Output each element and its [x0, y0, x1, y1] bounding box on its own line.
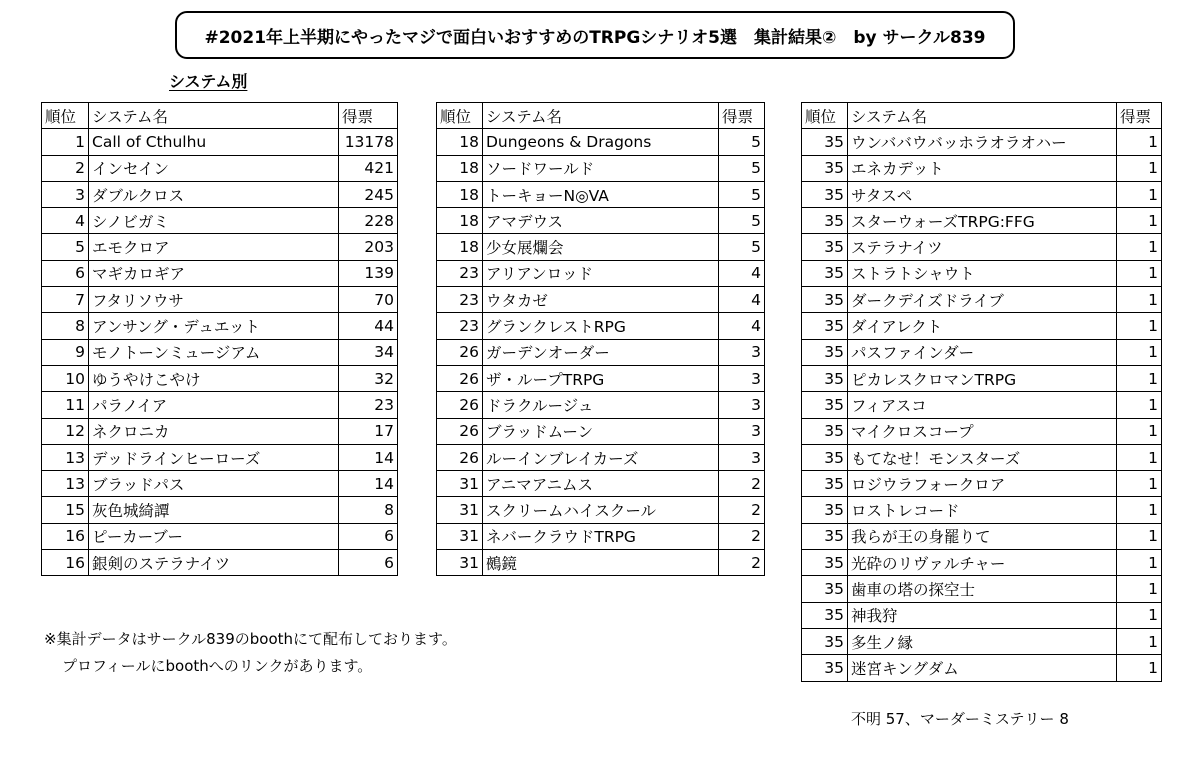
table-row — [42, 497, 398, 523]
system-name-cell: Dungeons & Dragons — [483, 129, 719, 155]
system-name-cell: インセイン — [89, 155, 339, 181]
votes-cell: 3 — [719, 444, 765, 470]
system-name-cell: Call of Cthulhu — [89, 129, 339, 155]
system-name-cell: ピカレスクロマンTRPG — [848, 365, 1117, 391]
votes-cell: 3 — [719, 365, 765, 391]
table-row — [437, 260, 765, 286]
table-row — [802, 655, 1162, 681]
system-name-cell: ロストレコード — [848, 497, 1117, 523]
rank-cell: 8 — [42, 313, 89, 339]
system-name-cell: 銀剣のステラナイツ — [89, 550, 339, 576]
rank-cell: 18 — [437, 129, 483, 155]
rank-cell: 35 — [802, 260, 848, 286]
table-row — [42, 260, 398, 286]
table-row — [802, 471, 1162, 497]
rank-cell: 31 — [437, 523, 483, 549]
system-name-cell: 迷宮キングダム — [848, 655, 1117, 681]
table-row — [437, 287, 765, 313]
votes-cell: 203 — [339, 234, 398, 260]
table-row — [42, 471, 398, 497]
rank-cell: 15 — [42, 497, 89, 523]
table-row — [42, 418, 398, 444]
system-name-cell: ゆうやけこやけ — [89, 365, 339, 391]
votes-cell: 4 — [719, 287, 765, 313]
table-row — [437, 523, 765, 549]
system-name-cell: 灰色城綺譚 — [89, 497, 339, 523]
ranking-table-3 — [801, 102, 1162, 682]
votes-cell: 1 — [1117, 471, 1162, 497]
votes-cell: 245 — [339, 181, 398, 207]
votes-cell: 70 — [339, 287, 398, 313]
table-row — [437, 155, 765, 181]
table-row — [437, 418, 765, 444]
votes-cell: 1 — [1117, 155, 1162, 181]
table-row — [437, 471, 765, 497]
system-name-cell: 鵺鏡 — [483, 550, 719, 576]
table-row — [437, 129, 765, 155]
rank-cell: 35 — [802, 655, 848, 681]
rank-cell: 35 — [802, 550, 848, 576]
votes-cell: 8 — [339, 497, 398, 523]
system-name-cell: ステラナイツ — [848, 234, 1117, 260]
table-row — [42, 287, 398, 313]
votes-cell: 32 — [339, 365, 398, 391]
table-row — [802, 287, 1162, 313]
votes-cell: 1 — [1117, 287, 1162, 313]
rank-cell: 26 — [437, 444, 483, 470]
table-row — [802, 155, 1162, 181]
table-row — [437, 497, 765, 523]
system-name-cell: ダークデイズドライブ — [848, 287, 1117, 313]
table-row — [802, 392, 1162, 418]
votes-cell: 14 — [339, 471, 398, 497]
system-name-cell: モノトーンミュージアム — [89, 339, 339, 365]
rank-cell: 31 — [437, 497, 483, 523]
section-label: システム別 — [169, 72, 248, 91]
rank-cell: 23 — [437, 260, 483, 286]
rank-cell: 31 — [437, 550, 483, 576]
system-name-cell: ザ・ループTRPG — [483, 365, 719, 391]
rank-cell: 35 — [802, 628, 848, 654]
system-name-cell: ストラトシャウト — [848, 260, 1117, 286]
table-row — [437, 444, 765, 470]
system-name-cell: アマデウス — [483, 208, 719, 234]
system-name-cell: 我らが王の身罷りて — [848, 523, 1117, 549]
votes-cell: 3 — [719, 392, 765, 418]
rank-cell: 35 — [802, 497, 848, 523]
votes-cell: 6 — [339, 550, 398, 576]
table-row — [42, 181, 398, 207]
rank-cell: 35 — [802, 208, 848, 234]
table-row — [802, 523, 1162, 549]
votes-cell: 1 — [1117, 365, 1162, 391]
table-row — [42, 234, 398, 260]
system-name-cell: ネバークラウドTRPG — [483, 523, 719, 549]
rank-cell: 5 — [42, 234, 89, 260]
table-row — [42, 392, 398, 418]
table-row — [437, 234, 765, 260]
rank-cell: 35 — [802, 287, 848, 313]
table-row — [802, 181, 1162, 207]
table-row — [802, 365, 1162, 391]
rank-cell: 13 — [42, 444, 89, 470]
system-name-cell: ウンババウバッホラオラオハー — [848, 129, 1117, 155]
header-votes: 得票 — [719, 103, 765, 129]
table-row — [42, 155, 398, 181]
votes-cell: 5 — [719, 129, 765, 155]
rank-cell: 35 — [802, 313, 848, 339]
votes-cell: 1 — [1117, 313, 1162, 339]
votes-cell: 1 — [1117, 576, 1162, 602]
ranking-table-2 — [436, 102, 765, 576]
page-title: #2021年上半期にやったマジで面白いおすすめのTRPGシナリオ5選 集計結果② by サークル839 — [204, 27, 986, 48]
table-row — [42, 550, 398, 576]
rank-cell: 18 — [437, 155, 483, 181]
rank-cell: 10 — [42, 365, 89, 391]
system-name-cell: ウタカゼ — [483, 287, 719, 313]
rank-cell: 35 — [802, 129, 848, 155]
rank-cell: 13 — [42, 471, 89, 497]
system-name-cell: マギカロギア — [89, 260, 339, 286]
table-row — [42, 339, 398, 365]
votes-cell: 1 — [1117, 497, 1162, 523]
votes-cell: 1 — [1117, 234, 1162, 260]
rank-cell: 35 — [802, 392, 848, 418]
rank-cell: 26 — [437, 392, 483, 418]
votes-cell: 1 — [1117, 339, 1162, 365]
table-row — [802, 339, 1162, 365]
system-name-cell: 多生ノ縁 — [848, 628, 1117, 654]
table-row — [802, 260, 1162, 286]
system-name-cell: スターウォーズTRPG:FFG — [848, 208, 1117, 234]
rank-cell: 35 — [802, 523, 848, 549]
system-name-cell: ピーカーブー — [89, 523, 339, 549]
votes-cell: 44 — [339, 313, 398, 339]
table-row — [437, 392, 765, 418]
table-row — [802, 576, 1162, 602]
system-name-cell: フタリソウサ — [89, 287, 339, 313]
rank-cell: 35 — [802, 576, 848, 602]
rank-cell: 16 — [42, 550, 89, 576]
system-name-cell: ソードワールド — [483, 155, 719, 181]
votes-cell: 1 — [1117, 602, 1162, 628]
system-name-cell: アンサング・デュエット — [89, 313, 339, 339]
system-name-cell: スクリームハイスクール — [483, 497, 719, 523]
votes-cell: 5 — [719, 208, 765, 234]
header-system-name: システム名 — [848, 103, 1117, 129]
rank-cell: 11 — [42, 392, 89, 418]
page-title-box — [175, 11, 1015, 59]
votes-cell: 1 — [1117, 129, 1162, 155]
table-row — [437, 550, 765, 576]
header-system-name: システム名 — [483, 103, 719, 129]
rank-cell: 18 — [437, 234, 483, 260]
votes-cell: 421 — [339, 155, 398, 181]
system-name-cell: 神我狩 — [848, 602, 1117, 628]
system-name-cell: ブラッドパス — [89, 471, 339, 497]
system-name-cell: マイクロスコープ — [848, 418, 1117, 444]
votes-cell: 5 — [719, 234, 765, 260]
rank-cell: 18 — [437, 181, 483, 207]
table-row — [802, 628, 1162, 654]
votes-cell: 13178 — [339, 129, 398, 155]
table-row — [42, 365, 398, 391]
table-row — [437, 365, 765, 391]
table-row — [42, 313, 398, 339]
ranking-table-1 — [41, 102, 398, 576]
header-rank: 順位 — [802, 103, 848, 129]
system-name-cell: もてなせ！モンスターズ — [848, 444, 1117, 470]
header-rank: 順位 — [42, 103, 89, 129]
table-row — [437, 339, 765, 365]
rank-cell: 4 — [42, 208, 89, 234]
rank-cell: 35 — [802, 602, 848, 628]
header-system-name: システム名 — [89, 103, 339, 129]
votes-cell: 5 — [719, 155, 765, 181]
table-row — [437, 208, 765, 234]
table-row — [802, 550, 1162, 576]
rank-cell: 2 — [42, 155, 89, 181]
votes-cell: 4 — [719, 260, 765, 286]
votes-cell: 17 — [339, 418, 398, 444]
system-name-cell: シノビガミ — [89, 208, 339, 234]
system-name-cell: ガーデンオーダー — [483, 339, 719, 365]
system-name-cell: 少女展爛会 — [483, 234, 719, 260]
system-name-cell: ネクロニカ — [89, 418, 339, 444]
table-row — [802, 418, 1162, 444]
system-name-cell: デッドラインヒーローズ — [89, 444, 339, 470]
rank-cell: 23 — [437, 287, 483, 313]
table-row — [802, 234, 1162, 260]
system-name-cell: パスファインダー — [848, 339, 1117, 365]
table-row — [437, 181, 765, 207]
votes-cell: 6 — [339, 523, 398, 549]
rank-cell: 31 — [437, 471, 483, 497]
system-name-cell: サタスペ — [848, 181, 1117, 207]
votes-cell: 139 — [339, 260, 398, 286]
table-row — [802, 208, 1162, 234]
rank-cell: 26 — [437, 365, 483, 391]
rank-cell: 16 — [42, 523, 89, 549]
system-name-cell: ダイアレクト — [848, 313, 1117, 339]
table-row — [437, 313, 765, 339]
header-votes: 得票 — [339, 103, 398, 129]
rank-cell: 35 — [802, 339, 848, 365]
votes-cell: 3 — [719, 418, 765, 444]
note-line-2: プロフィールにboothへのリンクがあります。 — [62, 657, 373, 675]
rank-cell: 35 — [802, 444, 848, 470]
table-row — [802, 129, 1162, 155]
votes-cell: 1 — [1117, 550, 1162, 576]
votes-cell: 34 — [339, 339, 398, 365]
table-row — [802, 313, 1162, 339]
table-row — [42, 129, 398, 155]
votes-cell: 1 — [1117, 418, 1162, 444]
votes-cell: 2 — [719, 471, 765, 497]
rank-cell: 9 — [42, 339, 89, 365]
rank-cell: 3 — [42, 181, 89, 207]
votes-cell: 1 — [1117, 181, 1162, 207]
system-name-cell: 光砕のリヴァルチャー — [848, 550, 1117, 576]
votes-cell: 2 — [719, 550, 765, 576]
table-row — [802, 497, 1162, 523]
note-line-1: ※集計データはサークル839のboothにて配布しております。 — [44, 630, 457, 648]
rank-cell: 26 — [437, 418, 483, 444]
votes-cell: 1 — [1117, 260, 1162, 286]
table-row — [802, 602, 1162, 628]
rank-cell: 23 — [437, 313, 483, 339]
votes-cell: 1 — [1117, 208, 1162, 234]
rank-cell: 35 — [802, 418, 848, 444]
header-votes: 得票 — [1117, 103, 1162, 129]
votes-cell: 5 — [719, 181, 765, 207]
system-name-cell: エモクロア — [89, 234, 339, 260]
table-row — [42, 444, 398, 470]
system-name-cell: アニマアニムス — [483, 471, 719, 497]
system-name-cell: フィアスコ — [848, 392, 1117, 418]
system-name-cell: ルーインブレイカーズ — [483, 444, 719, 470]
table-row — [42, 208, 398, 234]
system-name-cell: ドラクルージュ — [483, 392, 719, 418]
system-name-cell: 歯車の塔の探空士 — [848, 576, 1117, 602]
system-name-cell: ダブルクロス — [89, 181, 339, 207]
rank-cell: 12 — [42, 418, 89, 444]
rank-cell: 35 — [802, 234, 848, 260]
system-name-cell: パラノイア — [89, 392, 339, 418]
distribution-note — [44, 626, 457, 680]
system-name-cell: ロジウラフォークロア — [848, 471, 1117, 497]
rank-cell: 35 — [802, 365, 848, 391]
votes-cell: 1 — [1117, 523, 1162, 549]
footnote-unknown-count: 不明 57、マーダーミステリー 8 — [851, 710, 1069, 728]
votes-cell: 1 — [1117, 628, 1162, 654]
votes-cell: 23 — [339, 392, 398, 418]
votes-cell: 228 — [339, 208, 398, 234]
rank-cell: 1 — [42, 129, 89, 155]
table-row — [802, 444, 1162, 470]
rank-cell: 26 — [437, 339, 483, 365]
votes-cell: 3 — [719, 339, 765, 365]
votes-cell: 2 — [719, 523, 765, 549]
table-row — [42, 523, 398, 549]
rank-cell: 35 — [802, 471, 848, 497]
system-name-cell: トーキョーN◎VA — [483, 181, 719, 207]
rank-cell: 35 — [802, 181, 848, 207]
votes-cell: 2 — [719, 497, 765, 523]
header-rank: 順位 — [437, 103, 483, 129]
rank-cell: 6 — [42, 260, 89, 286]
votes-cell: 1 — [1117, 655, 1162, 681]
system-name-cell: ブラッドムーン — [483, 418, 719, 444]
system-name-cell: グランクレストRPG — [483, 313, 719, 339]
rank-cell: 35 — [802, 155, 848, 181]
votes-cell: 1 — [1117, 392, 1162, 418]
system-name-cell: エネカデット — [848, 155, 1117, 181]
rank-cell: 7 — [42, 287, 89, 313]
votes-cell: 14 — [339, 444, 398, 470]
rank-cell: 18 — [437, 208, 483, 234]
votes-cell: 1 — [1117, 444, 1162, 470]
votes-cell: 4 — [719, 313, 765, 339]
system-name-cell: アリアンロッド — [483, 260, 719, 286]
